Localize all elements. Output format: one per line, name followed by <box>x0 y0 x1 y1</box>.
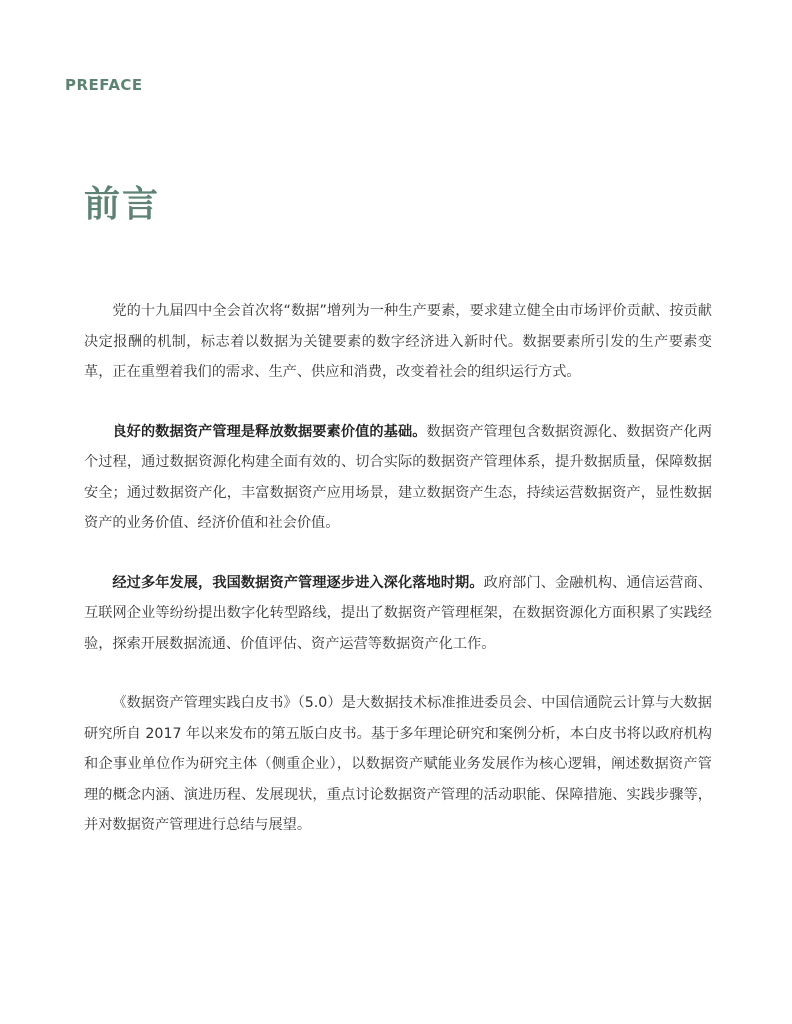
paragraph-text: 数据资产管理包含数据资源化、数据资产化两个过程，通过数据资源化构建全面有效的、切合实际的数据资产管理体系，提升数据质量，保障数据安全；通过数据资产化，丰富数据资产应用场景，建立数据资产生态，持续运营数据资产，显性数据资产的业务价值、经济价值和社会价值。 <box>84 423 712 531</box>
paragraph-text: 《数据资产管理实践白皮书》（5.0）是大数据技术标准推进委员会、中国信通院云计算与大数据研究所自 2017 年以来发布的第五版白皮书。基于多年理论研究和案例分析，本白皮书将以政府机构和企事业单位作为研究主体（侧重企业），以数据资产赋能业务发展作为核心逻辑，阐述数据资产管理的概念内涵、演进历程、发展现状，重点讨论数据资产管理的活动职能、保障措施、实践步骤等，并对数据资产管理进行总结与展望。 <box>84 695 712 833</box>
page-title: 前言 <box>84 184 161 225</box>
paragraph-4 <box>84 688 712 841</box>
paragraph-text: 政府部门、金融机构、通信运营商、互联网企业等纷纷提出数字化转型路线，提出了数据资产管理框架，在数据资源化方面积累了实践经验，探索开展数据流通、价值评估、资产运营等数据资产化工作。 <box>84 574 712 652</box>
paragraph-lead: 经过多年发展，我国数据资产管理逐步进入深化落地时期。 <box>112 574 484 591</box>
paragraph-text: 党的十九届四中全会首次将“数据”增列为一种生产要素，要求建立健全由市场评价贡献、按贡献决定报酬的机制，标志着以数据为关键要素的数字经济进入新时代。数据要素所引发的生产要素变革，正在重塑着我们的需求、生产、供应和消费，改变着社会的组织运行方式。 <box>84 303 712 380</box>
section-label: PREFACE <box>65 76 143 94</box>
paragraph-2 <box>84 417 712 539</box>
preface-body <box>84 296 712 870</box>
paragraph-lead: 良好的数据资产管理是释放数据要素价值的基础。 <box>112 423 427 440</box>
paragraph-1 <box>84 296 712 388</box>
paragraph-3 <box>84 568 712 660</box>
